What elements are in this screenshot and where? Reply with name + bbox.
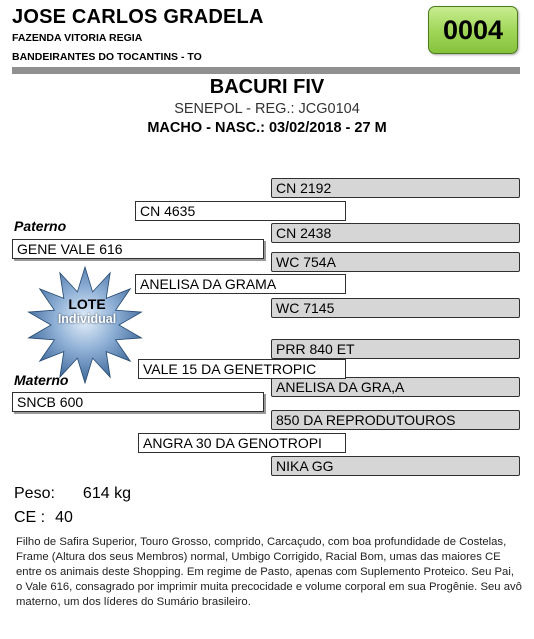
weight-value: 614 kg [82, 485, 131, 502]
pedigree-ggp-2: CN 2438 [271, 223, 520, 243]
animal-description: Filho de Safira Superior, Touro Grosso, comprido, Carcaçudo, com boa profundidade de Costelas, Frame (Altura dos seus Membros) normal, Umbigo Corrigido, Racial Bom, umas das maiores CE entre os animais deste Shopping. Em regime de Pasto, apenas com Suplemento Proteico. Seu Pai, o Vale 616, consagrado por imprimir muita precocidade e volume corporal em sua Progênie. Seu avô materno, um dos líderes do Sumário brasileiro. [16, 536, 522, 608]
pedigree-sire-dam: ANELISA DA GRAMA [135, 274, 346, 294]
farm-name: FAZENDA VITORIA REGIA [12, 32, 143, 44]
ce-stat [14, 509, 73, 527]
animal-name: BACURI FIV [209, 76, 325, 98]
pedigree-ggp-5: PRR 840 ET [271, 339, 520, 359]
pedigree-ggp-7: 850 DA REPRODUTOUROS [271, 410, 520, 430]
animal-registration: SENEPOL - REG.: JCG0104 [174, 101, 360, 117]
owner-name: JOSE CARLOS GRADELA [12, 6, 264, 28]
pedigree-ggp-8: NIKA GG [271, 456, 520, 476]
weight-label: Peso: [14, 485, 55, 502]
pedigree-ggp-4: WC 7145 [271, 298, 520, 318]
ce-label: CE : [14, 509, 46, 526]
individual-label: Individual [57, 312, 117, 326]
animal-sex-birth: MACHO - NASC.: 03/02/2018 - 27 M [147, 120, 387, 136]
lote-individual-text [42, 296, 132, 326]
pedigree-sire-sire: CN 4635 [135, 201, 346, 221]
paterno-label: Paterno [14, 218, 67, 234]
weight-stat [14, 485, 131, 503]
header-divider [12, 67, 520, 74]
pedigree-dam-dam: ANGRA 30 DA GENOTROPI [138, 433, 346, 453]
pedigree-dam-sire: VALE 15 DA GENETROPIC [138, 359, 346, 379]
pedigree-ggp-1: CN 2192 [271, 178, 520, 198]
materno-label: Materno [14, 372, 69, 388]
lote-label: LOTE [68, 296, 106, 312]
pedigree-sire: GENE VALE 616 [12, 239, 264, 259]
pedigree-ggp-6: ANELISA DA GRA,A [271, 377, 520, 397]
city-name: BANDEIRANTES DO TOCANTINS - TO [12, 51, 202, 63]
pedigree-ggp-3: WC 754A [271, 252, 520, 272]
lot-number-badge: 0004 [428, 6, 518, 54]
pedigree-dam: SNCB 600 [12, 392, 264, 412]
ce-value: 40 [55, 509, 73, 526]
